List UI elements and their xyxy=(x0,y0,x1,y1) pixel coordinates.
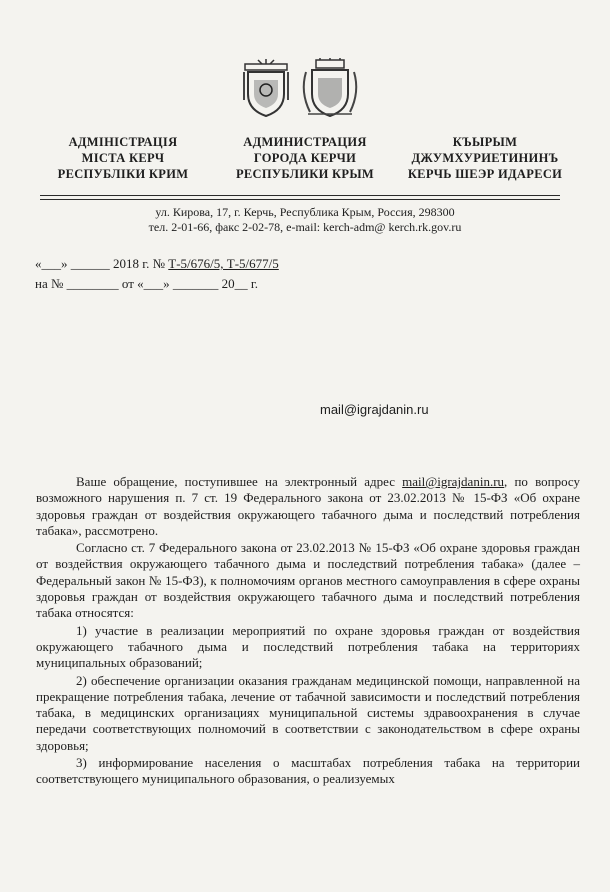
header-divider xyxy=(40,199,560,200)
paragraph: 2) обеспечение организации оказания гражданам медицинской помощи, направленной на прекращение потребления табака, лечение от табачной зависимости и последствий потребления табака, в медицинских организациях муниципальной системы здравоохранения в случае передачи соответствующих полномочий в соответствии с законодательством в сфере охраны здоровья; xyxy=(36,672,580,753)
header-uk-line: МІСТА КЕРЧ xyxy=(81,151,165,165)
header-uk-line: АДМІНІСТРАЦІЯ xyxy=(68,135,178,149)
header-ru-line: АДМИНИСТРАЦИЯ xyxy=(243,135,367,149)
header-ru-line: ГОРОДА КЕРЧИ xyxy=(253,151,357,165)
incoming-reference: на № ________ от «___» _______ 20__ г. xyxy=(35,276,259,291)
addressee-email: mail@igrajdanin.ru xyxy=(320,402,429,417)
emblems xyxy=(0,58,610,120)
header-ru-line: РЕСПУБЛИКИ КРЫМ xyxy=(235,167,375,181)
outgoing-number: Т-5/676/5, Т-5/677/5 xyxy=(168,256,279,271)
paragraph xyxy=(36,474,580,539)
paragraph: 3) информирование населения о масштабах потребления табака на территории соответствующего муниципального образования, о реализуемых xyxy=(36,755,580,787)
phone-email-line: тел. 2-01-66, факс 2-02-78, e-mail: kerch-adm@ kerch.rk.gov.ru xyxy=(148,220,462,234)
header-ukrainian xyxy=(28,134,218,182)
header-divider xyxy=(40,195,560,196)
letter-body xyxy=(36,474,580,788)
header-crimean-tatar xyxy=(390,134,580,182)
header-russian xyxy=(210,134,400,182)
header-crh-line: КЪЫРЫМ xyxy=(452,135,518,149)
kerch-coat-of-arms-icon xyxy=(298,58,362,120)
email-link[interactable]: mail@igrajdanin.ru xyxy=(402,474,505,489)
address-line: ул. Кирова, 17, г. Керчь, Республика Крым, Россия, 298300 xyxy=(155,205,455,219)
paragraph-text: Ваше обращение, поступившее на электронный адрес xyxy=(76,474,395,489)
outgoing-reference xyxy=(35,256,279,272)
paragraph: 1) участие в реализации мероприятий по охране здоровья граждан от воздействия окружающего табачного дыма и последствий потребления табака на территориях муниципальных образований; xyxy=(36,622,580,671)
crimea-coat-of-arms-icon xyxy=(240,58,292,120)
paragraph-text: , по вопросу возможного нарушения п. 7 ст. 19 Федерального закона от 23.02.2013 № 15-ФЗ «Об охране здоровья граждан от воздействия окружающего табачного дыма и последствий потребления табака», рассмотрено. xyxy=(36,474,580,538)
header-crh-line: КЕРЧЬ ШЕЭР ИДАРЕСИ xyxy=(407,167,563,181)
paragraph: Согласно ст. 7 Федерального закона от 23.02.2013 № 15-ФЗ «Об охране здоровья граждан от воздействия окружающего табачного дыма и последствий потребления табака» (далее – Федеральный закон № 15-ФЗ), к полномочиям органов местного самоуправления в сфере охраны здоровья граждан от воздействия окружающего табачного дыма и последствий потребления табака относятся: xyxy=(36,540,580,621)
outgoing-date-prefix: «___» ______ 2018 г. № xyxy=(35,256,166,271)
header-uk-line: РЕСПУБЛІКИ КРИМ xyxy=(57,167,189,181)
header-crh-line: ДЖУМХУРИЕТИНИНЪ xyxy=(411,151,559,165)
